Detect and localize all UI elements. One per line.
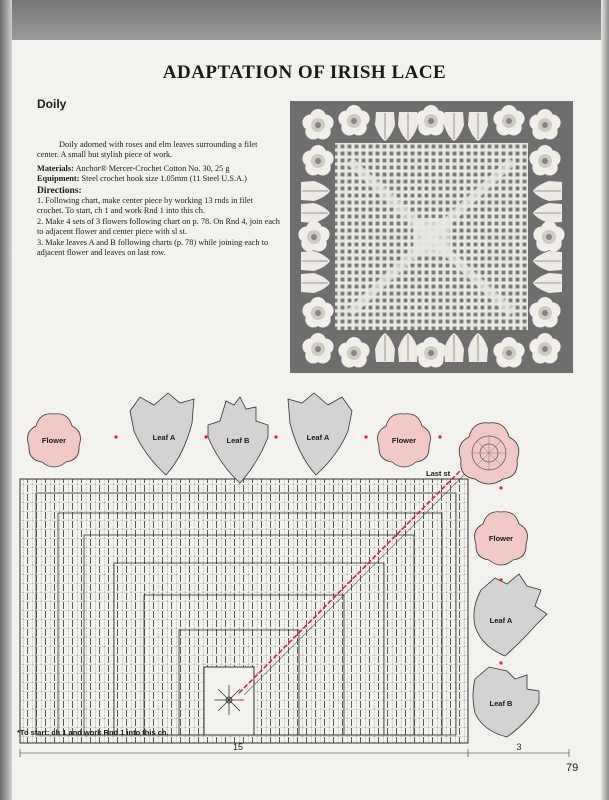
corner-rose-chart	[459, 423, 519, 484]
dimension-lines	[20, 742, 569, 757]
dimension-label-right: 3	[516, 742, 522, 752]
leaf-b-label-1: Leaf B	[226, 436, 250, 445]
flower-label-1: Flower	[41, 436, 67, 445]
doily-photo	[290, 101, 573, 373]
last-st-label: Last st	[426, 469, 451, 478]
leaf-b-motif-1	[208, 397, 268, 483]
dimension-label-bottom: 15	[232, 742, 244, 752]
leaf-a-motif-2	[288, 393, 352, 475]
page-binding	[0, 0, 12, 800]
page-right-edge	[601, 0, 609, 800]
equipment-label: Equipment:	[37, 174, 80, 184]
materials-label: Materials:	[37, 163, 74, 173]
leaf-a-label-1: Leaf A	[152, 433, 176, 442]
leaf-a-motif-1	[130, 393, 194, 475]
crochet-chart	[14, 385, 584, 760]
materials-value: Anchor® Mercer-Crochet Cotton No. 30, 25 g	[75, 163, 230, 173]
directions-heading: Directions:	[37, 185, 82, 196]
flower-motif-3	[475, 512, 528, 565]
leaf-a-motif-3	[474, 574, 547, 656]
leaf-a-label-2: Leaf A	[306, 433, 330, 442]
page-number: 79	[566, 762, 579, 774]
direction-step-2: 2. Make 4 sets of 3 flowers following chart on p. 78. On Rnd 4, join each to adjacent flower and center piece with sl st.	[37, 216, 280, 237]
direction-step-1: 1. Following chart, make center piece by working 13 rnds in filet crochet. To start, ch 1 and work Rnd 1 into this ch.	[37, 196, 253, 216]
direction-step-3: 3. Make leaves A and B following charts (p. 78) while joining each to adjacent flower and leaves on last row.	[37, 237, 269, 258]
page-title: ADAPTATION OF IRISH LACE	[162, 62, 447, 83]
intro-paragraph: Doily adorned with roses and elm leaves surrounding a filet center. A small but stylish piece of work.	[37, 140, 258, 160]
doily-illustration	[290, 101, 573, 373]
flower-motif-2	[378, 414, 431, 467]
page-top-shadow	[0, 0, 609, 40]
section-subtitle: Doily	[37, 97, 67, 111]
flower-label-3: Flower	[488, 534, 514, 543]
start-note: *To start: ch 1 and work Rnd 1 into this ch.	[17, 728, 169, 737]
leaf-b-label-2: Leaf B	[489, 699, 513, 708]
equipment-value: Steel crochet hook size 1.05mm (11 Steel U.S.A.)	[81, 174, 247, 184]
flower-label-2: Flower	[391, 436, 417, 445]
equipment-line	[37, 174, 280, 184]
leaf-b-motif-2	[473, 667, 539, 737]
leaf-a-label-3: Leaf A	[489, 616, 513, 625]
flower-motif-1	[28, 414, 81, 467]
instructions-text	[37, 140, 280, 258]
materials-line	[37, 164, 280, 174]
filet-chart-quarter	[20, 470, 468, 743]
